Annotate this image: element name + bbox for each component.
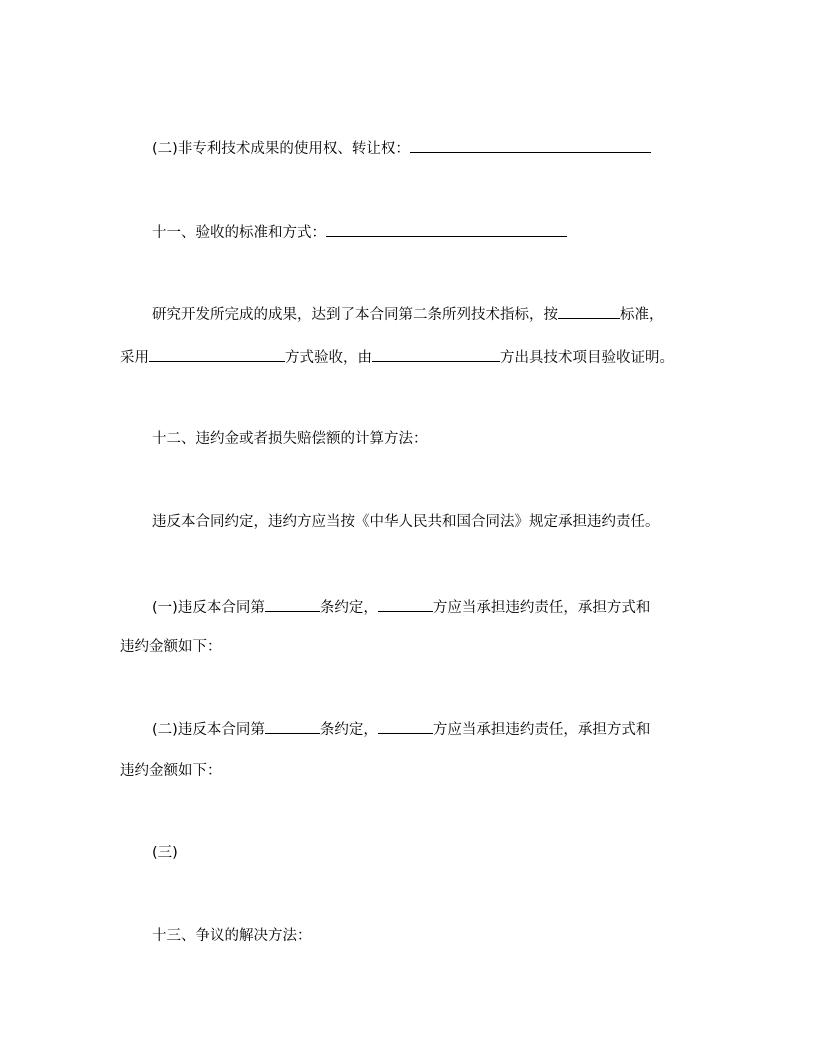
fill-blank[interactable] xyxy=(558,303,620,319)
clause-text: (二)非专利技术成果的使用权、转让权： xyxy=(152,141,410,157)
fill-blank[interactable] xyxy=(149,346,285,362)
heading-text: 十三、争议的解决方法： xyxy=(152,928,312,944)
heading-text: 十一、验收的标准和方式： xyxy=(152,225,326,241)
clause-text: (二)违反本合同第 xyxy=(152,722,265,738)
clause-11-line-1 xyxy=(152,303,664,325)
clause-11-line-2 xyxy=(120,346,674,368)
clause-text: 方出具技术项目验收证明。 xyxy=(500,350,674,366)
clause-text: 研究开发所完成的成果，达到了本合同第二条所列技术指标，按 xyxy=(152,307,558,323)
clause-text: 违反本合同约定，违约方应当按《中华人民共和国合同法》规定承担违约责任。 xyxy=(152,514,660,530)
fill-blank[interactable] xyxy=(372,346,500,362)
clause-text: 方式验收，由 xyxy=(285,350,372,366)
clause-text: (一)违反本合同第 xyxy=(152,600,265,616)
clause-12-2-line-1 xyxy=(152,718,650,740)
clause-text: 违约金额如下： xyxy=(120,639,222,655)
clause-12-heading xyxy=(152,429,428,449)
fill-blank[interactable] xyxy=(410,137,651,153)
clause-text: 违约金额如下： xyxy=(120,763,222,779)
clause-12-1-line-2 xyxy=(120,637,222,657)
clause-12-2-line-2 xyxy=(120,761,222,781)
fill-blank[interactable] xyxy=(265,596,320,612)
clause-10-2 xyxy=(152,137,651,159)
clause-12-3 xyxy=(152,843,178,863)
clause-text: 条约定， xyxy=(319,722,378,738)
fill-blank[interactable] xyxy=(378,718,433,734)
heading-text: 十二、违约金或者损失赔偿额的计算方法： xyxy=(152,431,428,447)
clause-12-intro xyxy=(152,512,660,532)
clause-text: 采用 xyxy=(120,350,149,366)
clause-text: 标准， xyxy=(620,307,664,323)
clause-11-heading xyxy=(152,221,567,243)
clause-text: 条约定， xyxy=(319,600,378,616)
fill-blank[interactable] xyxy=(378,596,433,612)
fill-blank[interactable] xyxy=(265,718,320,734)
fill-blank[interactable] xyxy=(326,221,567,237)
clause-text: (三) xyxy=(152,845,178,861)
clause-text: 方应当承担违约责任，承担方式和 xyxy=(432,600,651,616)
clause-13-heading xyxy=(152,926,312,946)
clause-text: 方应当承担违约责任，承担方式和 xyxy=(432,722,651,738)
clause-12-1-line-1 xyxy=(152,596,650,618)
